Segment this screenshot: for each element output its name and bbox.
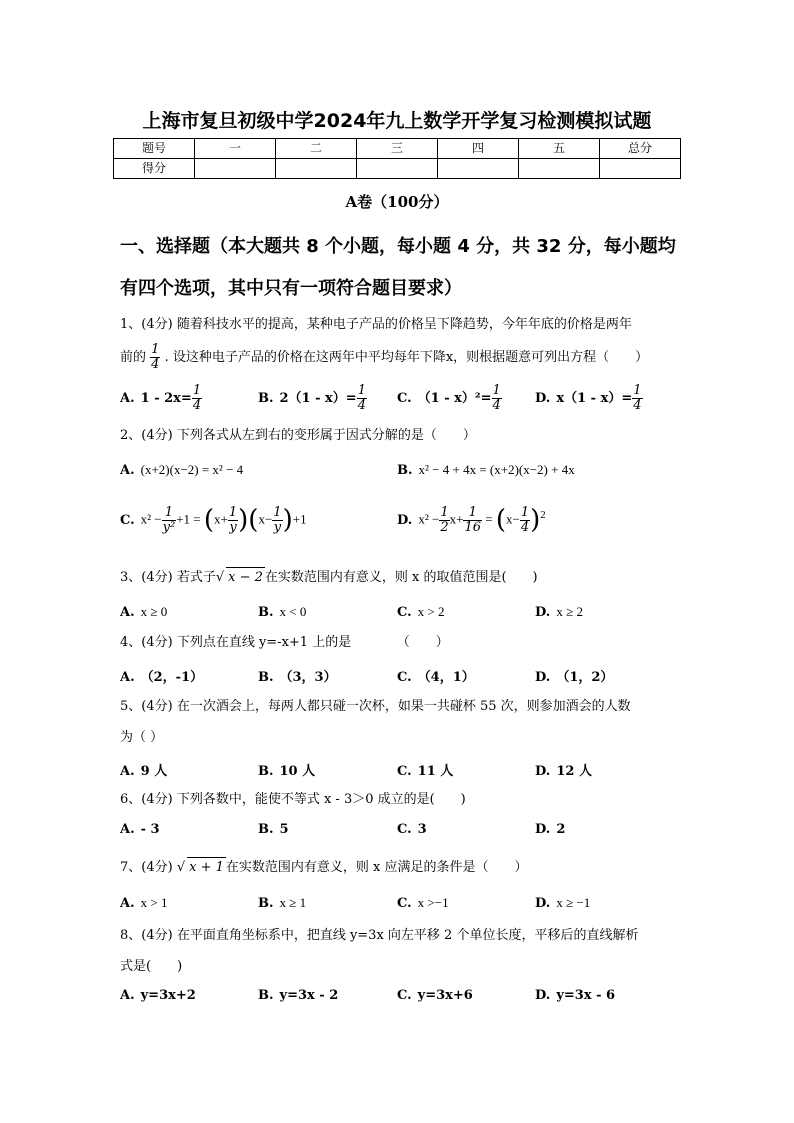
- option-label: B.: [258, 605, 274, 620]
- option-fraction: [439, 506, 449, 535]
- q7-stem-post: 在实数范围内有意义，则 x 应满足的条件是（ ）: [225, 860, 528, 875]
- option-label: A.: [120, 764, 135, 779]
- score-input-cell[interactable]: [357, 159, 438, 179]
- fraction-denominator: y: [229, 519, 237, 535]
- score-header-cell: 三: [357, 139, 438, 159]
- q7-stem: [120, 857, 680, 878]
- option-text: y=3x+6: [417, 988, 473, 1003]
- option-fraction: [520, 506, 530, 535]
- fraction-denominator: 4: [633, 398, 642, 413]
- q2-stem: 2、(4分) 下列各式从左到右的变形属于因式分解的是（ ）: [120, 428, 476, 443]
- option-label: C.: [397, 822, 412, 837]
- option-fraction: [228, 506, 238, 535]
- option-label: C.: [397, 896, 412, 911]
- option-label: C.: [397, 988, 412, 1003]
- option-text: x（1 - x）=: [556, 391, 633, 406]
- score-header-cell: 二: [276, 139, 357, 159]
- q6-option-b[interactable]: [258, 822, 289, 837]
- q3-option-d[interactable]: [535, 604, 583, 620]
- option-label: B.: [258, 391, 274, 406]
- q2-option-d[interactable]: [397, 505, 546, 535]
- score-header-cell: 一: [195, 139, 276, 159]
- q4-option-a[interactable]: [120, 666, 203, 685]
- option-label: C.: [120, 512, 135, 528]
- fraction-denominator: 16: [464, 519, 481, 535]
- option-text: x ≥ 1: [279, 895, 307, 910]
- option-text: y=3x - 6: [556, 988, 616, 1003]
- q3-option-c[interactable]: [397, 604, 445, 620]
- fraction-denominator: 4: [151, 357, 160, 372]
- option-label: B.: [258, 822, 274, 837]
- option-label: C.: [397, 605, 412, 620]
- fraction-denominator: 4: [520, 519, 530, 535]
- option-math: =: [482, 511, 496, 527]
- option-math: x+: [449, 511, 464, 527]
- q5-option-d[interactable]: [535, 760, 592, 779]
- fraction-numerator: 1: [440, 504, 449, 520]
- q4-stem: 4、(4分) 下列点在直线 y=-x+1 上的是 （ ）: [120, 635, 449, 650]
- q4-option-b[interactable]: [258, 666, 337, 685]
- q5-stem-line1: 5、(4分) 在一次酒会上，每两人都只碰一次杯，如果一共碰杯 55 次，则参加酒会的人数: [120, 699, 631, 714]
- score-header-cell: 四: [438, 139, 519, 159]
- option-text: （3，3）: [279, 670, 337, 685]
- option-label: D.: [535, 670, 551, 685]
- option-label: C.: [397, 670, 412, 685]
- q7-stem-pre: 7、(4分): [120, 860, 173, 875]
- option-fraction: [492, 384, 502, 413]
- q1-option-b[interactable]: [258, 384, 367, 413]
- option-text: 3: [417, 822, 427, 837]
- fraction-numerator: 1: [492, 383, 501, 398]
- fraction-denominator: y²: [162, 519, 176, 535]
- q5-stem-line2: 为（ ）: [120, 730, 164, 745]
- option-label: D.: [535, 988, 551, 1003]
- q3-radicand: x − 2: [226, 567, 265, 588]
- option-text: 1 - 2x=: [140, 391, 192, 406]
- q1-option-c[interactable]: [397, 384, 502, 413]
- score-input-cell[interactable]: [195, 159, 276, 179]
- option-fraction: [272, 506, 282, 535]
- paren: (: [203, 505, 215, 535]
- option-label: A.: [120, 822, 135, 837]
- fraction-numerator: 1: [162, 506, 177, 521]
- fraction-numerator: 1: [151, 342, 160, 357]
- q8-option-d[interactable]: [535, 988, 615, 1003]
- option-text: （1 - x）²=: [417, 391, 492, 406]
- q5-option-b[interactable]: [258, 760, 315, 779]
- option-label: B.: [258, 670, 274, 685]
- q5-option-c[interactable]: [397, 760, 453, 779]
- fraction-denominator: y: [273, 519, 282, 535]
- option-text: y=3x - 2: [279, 988, 339, 1003]
- option-text: y=3x+2: [140, 988, 196, 1003]
- q7-option-b[interactable]: [258, 895, 306, 911]
- fraction-numerator: 1: [633, 383, 642, 398]
- page-title: 上海市复旦初级中学2024年九上数学开学复习检测模拟试题: [142, 110, 652, 132]
- q6-option-a[interactable]: [120, 822, 160, 837]
- sqrt-icon: √: [176, 860, 186, 875]
- option-label: D.: [535, 605, 551, 620]
- q1-stem-post: . 设这种电子产品的价格在这两年中平均每年下降x，则根据题意可列出方程（ ）: [164, 350, 649, 365]
- q8-option-c[interactable]: [397, 988, 473, 1003]
- score-table-score-row: [114, 159, 681, 179]
- option-text: （1，2）: [556, 670, 614, 685]
- q8-stem-line2: 式是( ): [120, 959, 183, 974]
- option-fraction: [357, 384, 367, 413]
- option-label: D.: [535, 391, 551, 406]
- q1-stem-fraction: [150, 343, 160, 372]
- fraction-numerator: 1: [520, 504, 530, 520]
- option-text: x² −: [418, 511, 440, 527]
- score-table-header-row: [114, 139, 681, 159]
- q6-option-c[interactable]: [397, 822, 427, 837]
- option-text: x >−1: [417, 895, 449, 910]
- score-input-cell[interactable]: [438, 159, 519, 179]
- score-header-cell: 题号: [114, 139, 195, 159]
- option-label: A.: [120, 988, 135, 1003]
- score-input-cell[interactable]: [276, 159, 357, 179]
- option-text: (x+2)(x−2) = x² − 4: [140, 462, 244, 477]
- option-text: 12 人: [556, 764, 592, 779]
- q1-option-d[interactable]: [535, 384, 643, 413]
- q2-option-a[interactable]: [120, 462, 243, 478]
- fraction-denominator: 4: [192, 398, 202, 413]
- paren: ): [530, 505, 541, 535]
- option-math: x+: [214, 511, 228, 527]
- q8-option-a[interactable]: [120, 988, 196, 1003]
- score-input-cell[interactable]: [519, 159, 600, 179]
- section-label: A卷（100分）: [345, 193, 449, 211]
- score-header-cell: 五: [519, 139, 600, 159]
- option-label: A.: [120, 605, 135, 620]
- score-row-label: 得分: [114, 159, 195, 179]
- option-label: C.: [397, 391, 412, 406]
- q4-option-d[interactable]: [535, 666, 613, 685]
- q1-option-a[interactable]: [120, 384, 202, 413]
- option-fraction: [162, 506, 177, 535]
- q7-option-c[interactable]: [397, 895, 449, 911]
- q4-option-c[interactable]: [397, 666, 475, 685]
- option-text: 2: [556, 822, 566, 837]
- option-label: A.: [120, 391, 135, 406]
- option-text: 10 人: [279, 764, 316, 779]
- q3-stem: [120, 567, 680, 588]
- option-text: x < 0: [279, 604, 307, 619]
- q6-option-d[interactable]: [535, 822, 565, 837]
- fraction-numerator: 1: [192, 383, 202, 398]
- q7-radicand: x + 1: [187, 857, 226, 878]
- option-label: A.: [120, 896, 135, 911]
- q3-option-a[interactable]: [120, 604, 167, 620]
- q7-option-a[interactable]: [120, 895, 167, 911]
- score-header-cell: 总分: [600, 139, 681, 159]
- fraction-denominator: 4: [492, 398, 501, 413]
- part1-heading-line1: 一、选择题（本大题共 8 个小题，每小题 4 分，共 32 分，每小题均: [120, 236, 676, 257]
- option-label: B.: [258, 896, 274, 911]
- q1-stem-line2: [120, 343, 680, 372]
- option-text: 11 人: [417, 764, 454, 779]
- q3-stem-pre: 3、(4分) 若式子: [120, 570, 216, 585]
- option-label: A.: [120, 670, 135, 685]
- option-text: （2，-1）: [140, 670, 204, 685]
- option-label: D.: [397, 512, 413, 528]
- option-label: A.: [120, 463, 135, 478]
- option-text: 9 人: [140, 764, 168, 779]
- q8-option-b[interactable]: [258, 988, 338, 1003]
- option-label: B.: [397, 463, 413, 478]
- sqrt-icon: √: [215, 570, 225, 585]
- q2-option-c[interactable]: [120, 505, 307, 535]
- option-text: x ≥ 2: [556, 604, 583, 619]
- option-math: +1 =: [176, 511, 204, 527]
- q1-stem-line1: 1、(4分) 随着科技水平的提高，某种电子产品的价格呈下降趋势，今年年底的价格是两年: [120, 317, 632, 332]
- fraction-denominator: 4: [357, 398, 366, 413]
- paren: )(: [238, 505, 259, 535]
- option-text: - 3: [140, 822, 160, 837]
- option-label: D.: [535, 896, 551, 911]
- option-math: +1: [292, 511, 307, 527]
- q7-option-d[interactable]: [535, 895, 590, 911]
- option-fraction: [632, 384, 642, 413]
- fraction-numerator: 1: [228, 504, 238, 520]
- option-label: B.: [258, 764, 274, 779]
- option-text: （4，1）: [417, 670, 475, 685]
- q2-option-b[interactable]: [397, 462, 575, 478]
- q8-stem-line1: 8、(4分) 在平面直角坐标系中，把直线 y=3x 向左平移 2 个单位长度，平移后的直线解析: [120, 928, 639, 943]
- fraction-numerator: 1: [357, 383, 366, 398]
- option-text: 2（1 - x）=: [279, 391, 357, 406]
- option-label: D.: [535, 822, 551, 837]
- score-input-cell[interactable]: [600, 159, 681, 179]
- option-text: x ≥ 0: [140, 604, 168, 619]
- paren: (: [495, 505, 506, 535]
- option-text: x ≥ −1: [556, 895, 591, 910]
- option-math: 2: [540, 509, 546, 522]
- option-math: x−: [258, 511, 273, 527]
- option-text: x² −: [140, 511, 162, 527]
- option-label: B.: [258, 988, 274, 1003]
- option-text: 5: [279, 822, 289, 837]
- option-text: x² − 4 + 4x = (x+2)(x−2) + 4x: [418, 462, 575, 477]
- option-text: x > 2: [417, 604, 445, 619]
- paren: ): [282, 505, 293, 535]
- q5-option-a[interactable]: [120, 760, 167, 779]
- option-math: x−: [506, 511, 520, 527]
- fraction-numerator: 1: [273, 504, 282, 520]
- q3-option-b[interactable]: [258, 604, 306, 620]
- score-table: [113, 138, 681, 179]
- fraction-numerator: 1: [463, 506, 482, 521]
- option-fraction: [192, 384, 202, 413]
- fraction-denominator: 2: [440, 519, 449, 535]
- part1-heading-line2: 有四个选项，其中只有一项符合题目要求）: [120, 278, 462, 299]
- q1-stem-pre: 前的: [120, 350, 147, 365]
- option-label: D.: [535, 764, 551, 779]
- option-text: x > 1: [140, 895, 168, 910]
- option-fraction: [463, 506, 482, 535]
- q3-stem-post: 在实数范围内有意义，则 x 的取值范围是( ): [264, 570, 538, 585]
- q6-stem: 6、(4分) 下列各数中，能使不等式 x - 3＞0 成立的是( ): [120, 792, 466, 807]
- option-label: C.: [397, 764, 412, 779]
